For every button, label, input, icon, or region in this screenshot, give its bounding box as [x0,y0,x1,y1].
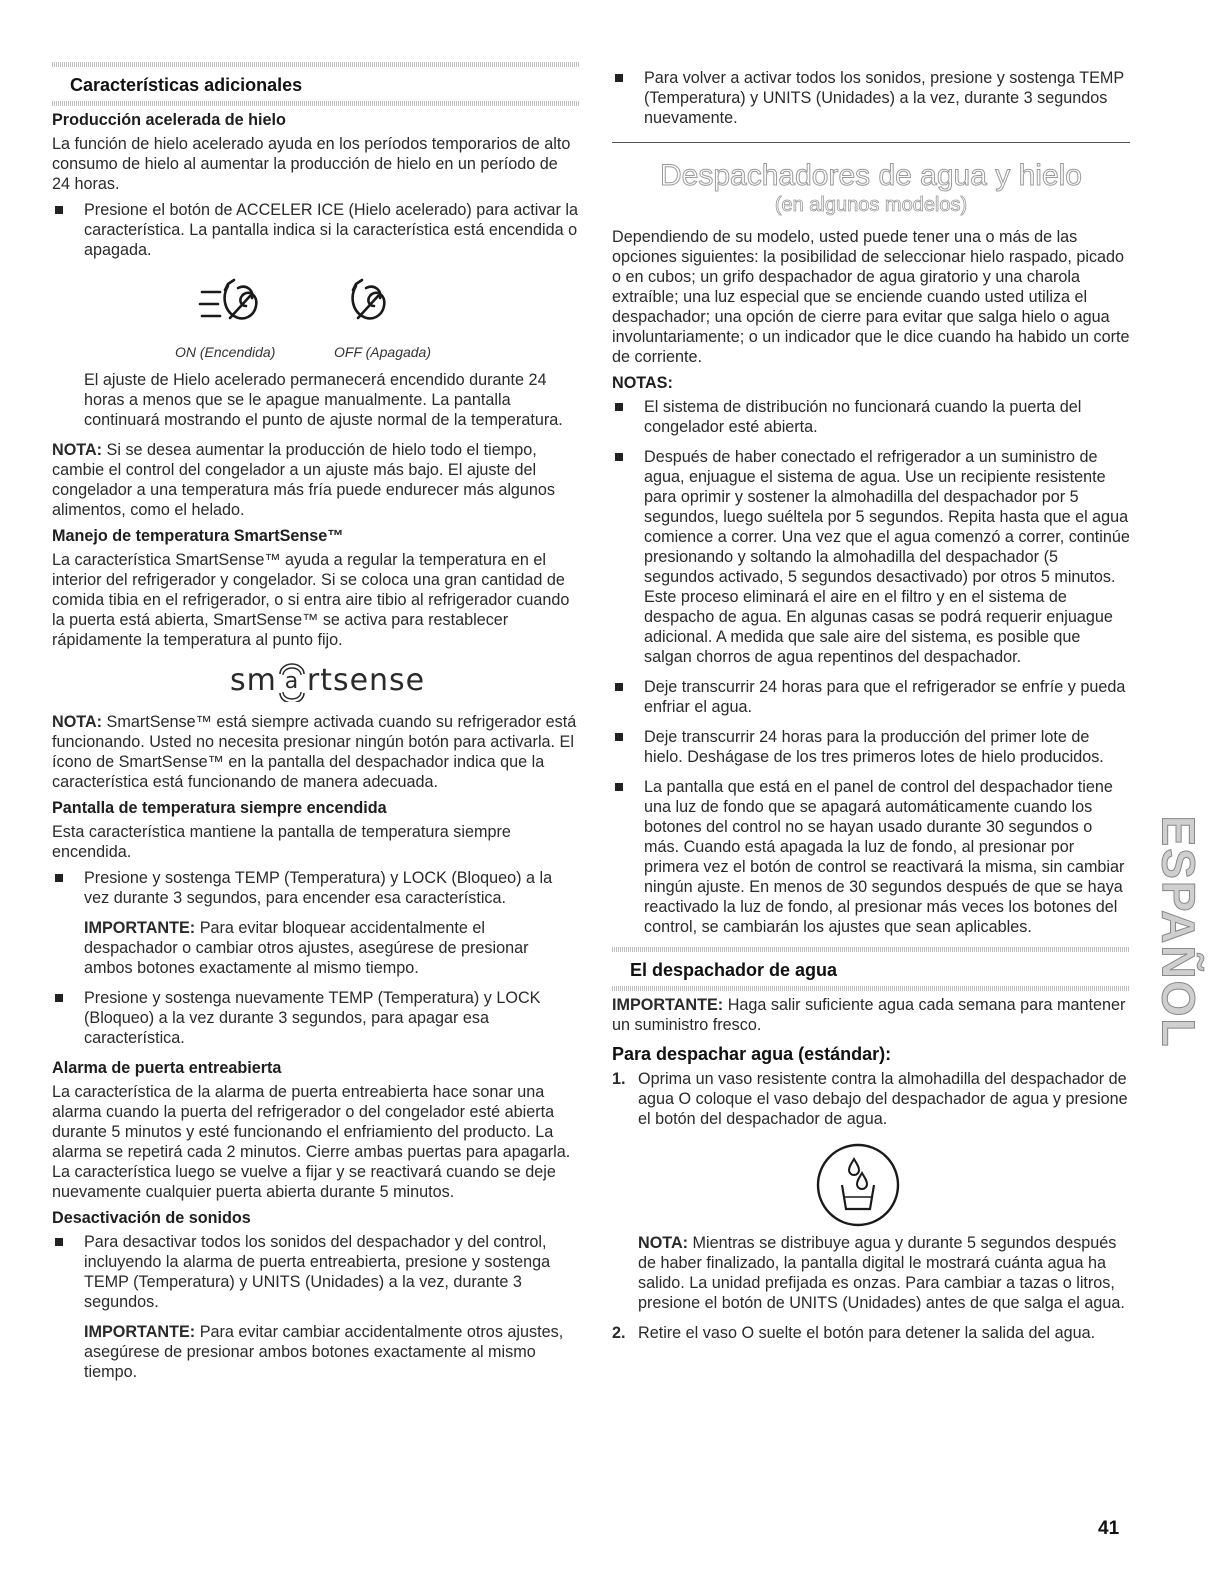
svg-text:a: a [284,669,300,694]
dispensers-title: Despachadores de agua y hielo [660,159,1082,192]
dispense-standard-title: Para despachar agua (estándar): [612,1044,892,1064]
bullet-square-icon [615,783,623,791]
bullet-sounds-on: Para volver a activar todos los sonidos, presione y sostenga TEMP (Temperatura) y UNITS (Unidades) a la vez, durante 3 segundos nuevamente. [612,68,1130,128]
smartsense-logo: sm a rtsense [52,656,580,712]
section-header-additional-features [52,62,580,106]
accel-ice-off-icon [342,276,398,336]
step-1: 1. Oprima un vaso resistente contra la almohadilla del despachador de agua O coloque el vaso debajo del despachador de agua y presione el botón del despachador de agua. [612,1070,1128,1128]
notes-label: NOTAS: [612,374,673,392]
caption-off: OFF (Apagada) [334,344,432,360]
bullet-square-icon [615,403,623,411]
section-header-water-dispenser [612,947,1130,991]
water-dispenser-icon [814,1141,902,1229]
accel-ice-on-icon [198,276,262,336]
subheading-accelerated-ice: Producción acelerada de hielo [52,111,286,129]
section-title: El despachador de agua [630,960,838,980]
accel-ice-duration: El ajuste de Hielo acelerado permanecerá encendido durante 24 horas a menos que se le apague manualmente. La pantalla continuará mostrando el punto de ajuste normal de la temperatura. [84,371,563,429]
step-2: 2. Retire el vaso O suelte el botón para detener la salida del agua. [612,1324,1096,1342]
bullet-square-icon [615,74,623,82]
bullet-square-icon [55,874,63,882]
note-item: Deje transcurrir 24 horas para que el refrigerador se enfríe y pueda enfriar el agua. [612,677,1130,717]
section-title: Características adicionales [70,75,303,95]
note-item: La pantalla que está en el panel de control del despachador tiene una luz de fondo que se apagará automáticamente cuando los botones del control no se hayan usado durante 30 segundos o más. Cuando está apagada la luz de fondo, al presionar por primera vez el botón de control se reactivará la misma, sin cambiar ningún ajuste. En menos de 30 segundos después de que se haya reactivado la luz de fondo, al presionar más veces los botones del control, se cambiarán los ajustes que sean aplicables. [612,777,1130,937]
door-alarm-text: La característica de la alarma de puerta entreabierta hace sonar una alarma cuando la puerta del refrigerador o del congelador esté abierta durante 5 minutos y esté funcionando el enfriamiento del producto. La alarma se repetirá cada 2 minutos. Cierre ambas puertas para apagarla. La característica luego se vuelve a fijar y se reactivará cuando se deje nuevamente cualquier puerta abierta durante 5 minutos. [52,1083,571,1201]
sounds-important: IMPORTANTE: Para evitar cambiar accidentalmente otros ajustes, asegúrese de presionar ambos botones exactamente al mismo tiempo. [84,1323,564,1381]
smartsense-note: NOTA: SmartSense™ está siempre activada cuando su refrigerador está funcionando. Usted no necesita presionar ningún botón para activarla. El ícono de SmartSense™ en la pantalla del despachador indica que la característica está funcionando de manera adecuada. [52,713,577,791]
ice-note: NOTA: Si se desea aumentar la producción de hielo todo el tiempo, cambie el control del congelador a un ajuste más bajo. El ajuste del congelador a una temperatura más fría puede endurecer más algunos alimentos, como el helado. [52,441,556,519]
bullet-display-off: Presione y sostenga nuevamente TEMP (Temperatura) y LOCK (Bloqueo) a la vez durante 3 segundos, para apagar esa característica. [52,988,580,1048]
bullet-square-icon [615,683,623,691]
subheading-smartsense: Manejo de temperatura SmartSense™ [52,527,344,545]
language-side-tab: ESPAÑOL [1152,815,1205,1049]
dispensers-subtitle: (en algunos modelos) [774,194,968,216]
caption-on: ON (Encendida) [175,344,276,360]
ice-intro: La función de hielo acelerado ayuda en los períodos temporarios de alto consumo de hielo al aumentar la producción de hielo en un período de 24 horas. [52,135,571,193]
bullet-square-icon [55,994,63,1002]
bullet-accel-ice: Presione el botón de ACCELER ICE (Hielo acelerado) para activar la característica. La pantalla indica si la característica está encendida o apagada. [52,200,580,260]
note-item: Deje transcurrir 24 horas para la producción del primer lote de hielo. Deshágase de los tres primeros lotes de hielo producidos. [612,727,1130,767]
display-intro: Esta característica mantiene la pantalla de temperatura siempre encendida. [52,823,511,861]
bullet-display-on: Presione y sostenga TEMP (Temperatura) y LOCK (Bloqueo) a la vez durante 3 segundos, para encender esa característica. [52,868,580,908]
bullet-square-icon [55,1238,63,1246]
bullet-square-icon [615,733,623,741]
left-column [52,62,580,1392]
subheading-display-always-on: Pantalla de temperatura siempre encendida [52,799,387,817]
water-dispenser-icon-wrap [612,1137,1130,1233]
bullet-square-icon [615,453,623,461]
bullet-sounds-off: Para desactivar todos los sonidos del despachador y del control, incluyendo la alarma de puerta entreabierta, presione y sostenga TEMP (Temperatura) y UNITS (Unidades) a la vez, durante 3 segundos. [52,1232,580,1312]
subheading-sounds-off: Desactivación de sonidos [52,1209,251,1227]
water-important: IMPORTANTE: Haga salir suficiente agua cada semana para mantener un suministro fresco. [612,996,1126,1034]
smartsense-a-icon [277,662,307,702]
bullet-square-icon [55,206,63,214]
accel-ice-icons [52,270,580,370]
page-number: 41 [1098,1518,1120,1539]
smartsense-text: La característica SmartSense™ ayuda a regular la temperatura en el interior del refrigerador y congelador. Si se coloca una gran cantidad de comida tibia en el refrigerador, o si entra aire tibio al refrigerador cuando la puerta está abierta, SmartSense™ se activa para restablecer rápidamente la temperatura al punto fijo. [52,551,570,649]
note-item: El sistema de distribución no funcionará cuando la puerta del congelador esté abierta. [612,397,1130,437]
divider [612,142,1130,143]
display-important: IMPORTANTE: Para evitar bloquear accidentalmente el despachador o cambiar otros ajustes, asegúrese de presionar ambos botones exactamente al mismo tiempo. [84,919,529,977]
step-note: NOTA: Mientras se distribuye agua y durante 5 segundos después de haber finalizado, la pantalla digital le mostrará cuánta agua ha salido. La unidad prefijada es onzas. Para cambiar a tazas o litros, presione el botón de UNITS (Unidades) antes de que salga el agua. [638,1234,1125,1312]
subheading-door-alarm: Alarma de puerta entreabierta [52,1059,282,1077]
right-column [612,68,1130,1351]
note-item: Después de haber conectado el refrigerador a un suministro de agua, enjuague el sistema de agua. Use un recipiente resistente para oprimir y sostener la almohadilla del despachador por 5 segundos, luego suéltela por 5 segundos. Repita hasta que el agua comience a correr. Una vez que el agua comenzó a correr, continúe presionando y soltando la almohadilla del despachador (5 segundos activado, 5 segundos desactivado) por otros 5 minutos. Este proceso eliminará el aire en el filtro y en el sistema de despacho de agua. En algunas casas se podrá requerir enjuague adicional. A medida que sale aire del sistema, es posible que salgan chorros de agua repentinos del despachador. [612,447,1130,667]
dispensers-intro: Dependiendo de su modelo, usted puede tener una o más de las opciones siguientes: la posibilidad de seleccionar hielo raspado, picado o en cubos; un grifo despachador de agua giratorio y una charola extraíble; una luz especial que se enciende cuando usted utiliza el despachador; una opción de cierre para evitar que salga hielo o agua involuntariamente; o un indicador que le dice cuando ha habido un corte de corriente. [612,228,1130,366]
